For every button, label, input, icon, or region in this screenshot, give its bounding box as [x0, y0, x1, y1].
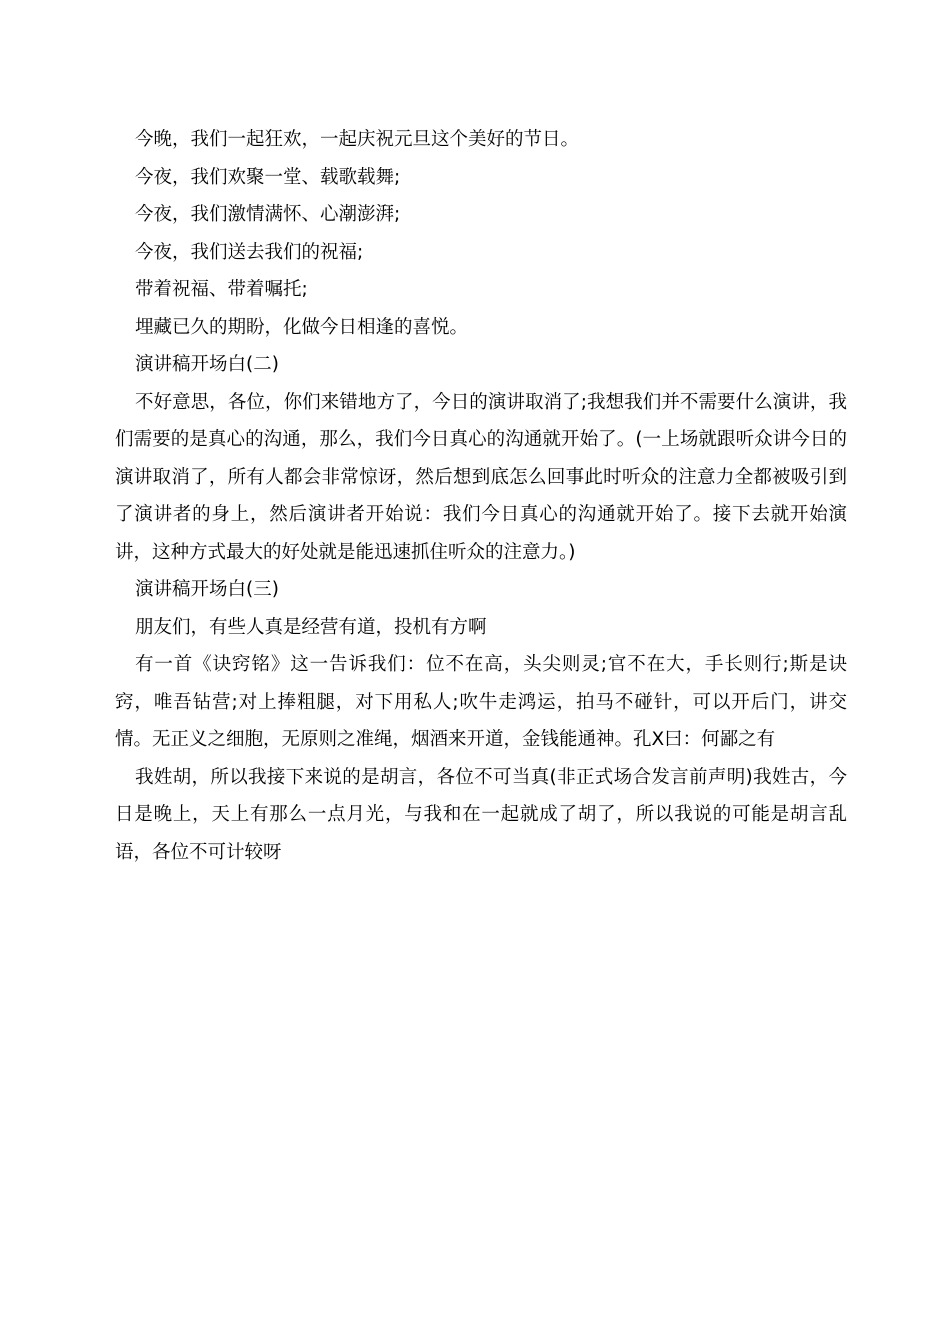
paragraph-passion: 今夜，我们激情满怀、心潮澎湃;: [135, 204, 401, 225]
paragraph-speech-cancelled: 不好意思，各位，你们来错地方了，今日的演讲取消了;我想我们并不需要什么演讲，我们需要的是真心的沟通，那么，我们今日真心的沟通就开始了。(一上场就跟听众讲今日的演讲取消了，所有人都会非常惊讶，然后想到底怎么回事此时听众的注意力全都被吸引到了演讲者的身上，然后演讲者开始说：我们今日真心的沟通就开始了。接下去就开始演讲，这种方式最大的好处就是能迅速抓住听众的注意力。): [115, 391, 847, 563]
section-heading-two: 演讲稿开场白(二): [135, 354, 279, 375]
paragraph-entrust: 带着祝福、带着嘱托;: [135, 279, 308, 300]
paragraph-blessing: 今夜，我们送去我们的祝福;: [135, 241, 364, 263]
paragraph-surname-joke: 我姓胡，所以我接下来说的是胡言，各位不可当真(非正式场合发言前声明)我姓古，今日是晚上，天上有那么一点月光，与我和在一起就成了胡了，所以我说的可能是胡言乱语，各位不可计较呀: [115, 766, 847, 863]
section-heading-three: 演讲稿开场白(三): [135, 579, 279, 600]
document-body: [115, 121, 847, 871]
paragraph-friends: 朋友们，有些人真是经营有道，投机有方啊: [135, 616, 487, 638]
paragraph-hope: 埋藏已久的期盼，化做今日相逢的喜悦。: [135, 316, 469, 338]
paragraph-new-year-night: 今晚，我们一起狂欢，一起庆祝元旦这个美好的节日。: [135, 129, 580, 150]
paragraph-motto: 有一首《诀窍铭》这一告诉我们：位不在高，头尖则灵;官不在大，手长则行;斯是诀窍，唯吾钻营;对上捧粗腿，对下用私人;吹牛走鸿运，拍马不碰针，可以开后门，讲交情。无正义之细胞，无原则之准绳，烟酒来开道，金钱能通神。孔X曰：何鄙之有: [115, 654, 847, 750]
paragraph-gathering: 今夜，我们欢聚一堂、载歌载舞;: [135, 166, 401, 188]
